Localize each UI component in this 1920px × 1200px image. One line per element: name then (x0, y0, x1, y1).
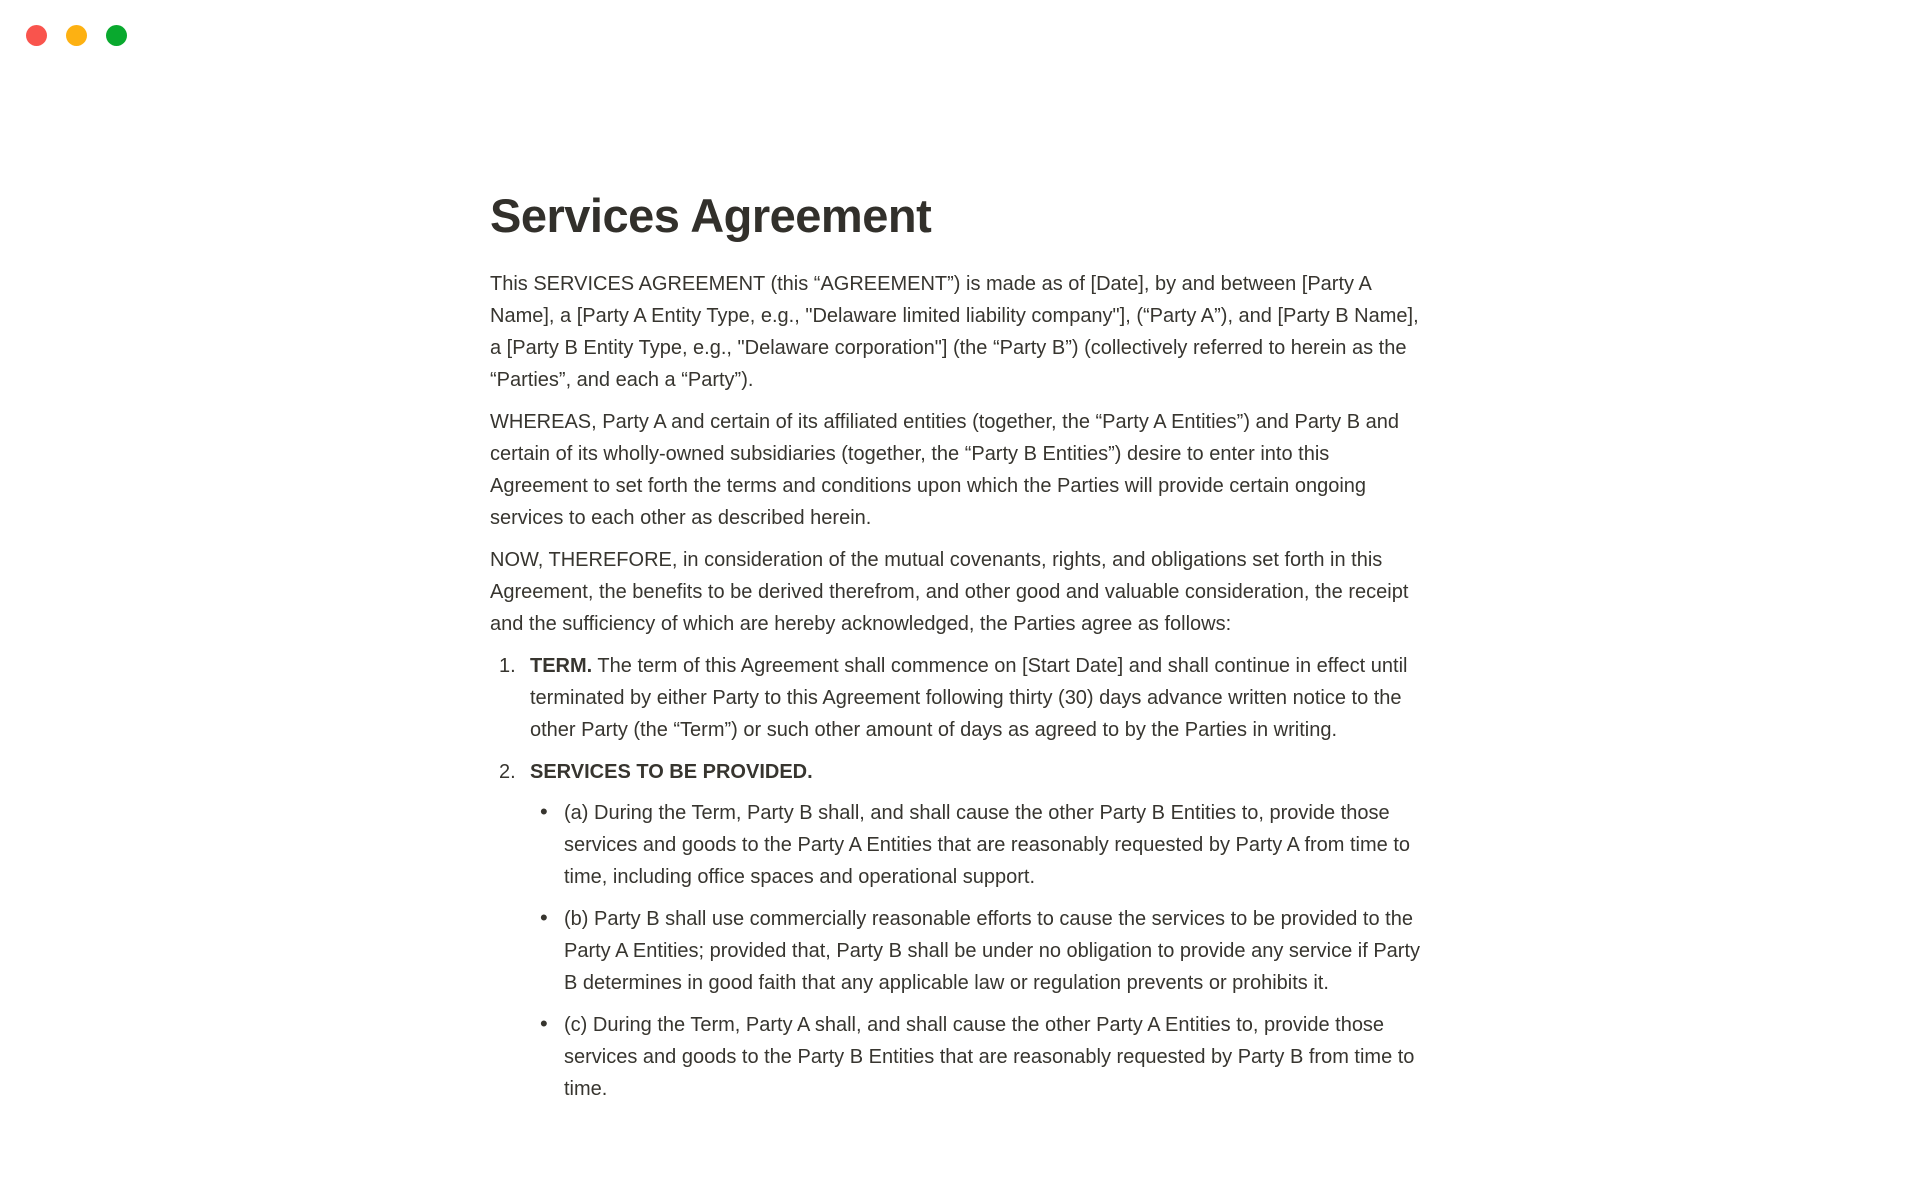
document-page (490, 0, 1430, 1105)
paragraph-now-therefore: NOW, THEREFORE, in consideration of the mutual covenants, rights, and obligations set forth in this Agreement, the benefits to be derived therefrom, and other good and valuable consideration, the receipt and the sufficiency of which are hereby acknowledged, the Parties agree as follows: (490, 549, 1409, 635)
list-number: 1. (499, 655, 516, 677)
paragraph-preamble: This SERVICES AGREEMENT (this “AGREEMENT”) is made as of [Date], by and between [Party A Name], a [Party A Entity Type, e.g., "Delaware limited liability company"], (“Party A”), and [Party B Name], a [Party B Entity Type, e.g., "Delaware corporation"] (the “Party B”) (collectively referred to herein as the “Parties”, and each a “Party”). (490, 273, 1419, 391)
list-number: 2. (499, 761, 516, 783)
clause-heading-term: TERM. (530, 655, 593, 677)
paragraph-whereas: WHEREAS, Party A and certain of its affiliated entities (together, the “Party A Entities”) and Party B and certain of its wholly-owned subsidiaries (together, the “Party B Entities”) desire to enter into this Agreement to set forth the terms and conditions upon which the Parties will provide certain ongoing services to each other as described herein. (490, 411, 1399, 529)
list-item-services (490, 756, 1430, 1105)
sub-clause-text-a: (a) During the Term, Party B shall, and shall cause the other Party B Entities to, provide those services and goods to the Party A Entities that are reasonably requested by Party A from time to time, including office spaces and operational support. (564, 802, 1411, 888)
list-item-services-c (530, 1009, 1430, 1105)
minimize-window-button[interactable] (66, 25, 87, 46)
bullet-icon: • (540, 799, 548, 824)
list-item-term (490, 650, 1430, 746)
page-title: Services Agreement (490, 189, 932, 242)
close-window-button[interactable] (26, 25, 47, 46)
clause-text-term: The term of this Agreement shall commence on [Start Date] and shall continue in effect until terminated by either Party to this Agreement following thirty (30) days advance written notice to the other Party (the “Term”) or such other amount of days as agreed to by the Parties in writing. (530, 655, 1408, 741)
zoom-window-button[interactable] (106, 25, 127, 46)
bullet-icon: • (540, 905, 548, 930)
clause-heading-services: SERVICES TO BE PROVIDED. (530, 761, 813, 783)
list-item-services-a (530, 797, 1430, 893)
window-controls (26, 25, 127, 46)
services-sub-list (530, 797, 1430, 1105)
sub-clause-text-c: (c) During the Term, Party A shall, and shall cause the other Party A Entities to, provide those services and goods to the Party B Entities that are reasonably requested by Party B from time to time. (564, 1014, 1415, 1100)
sub-clause-text-b: (b) Party B shall use commercially reasonable efforts to cause the services to be provided to the Party A Entities; provided that, Party B shall be under no obligation to provide any service if Party B determines in good faith that any applicable law or regulation prevents or prohibits it. (564, 908, 1421, 994)
list-item-services-b (530, 903, 1430, 999)
bullet-icon: • (540, 1011, 548, 1036)
agreement-clauses-list (490, 650, 1430, 1105)
